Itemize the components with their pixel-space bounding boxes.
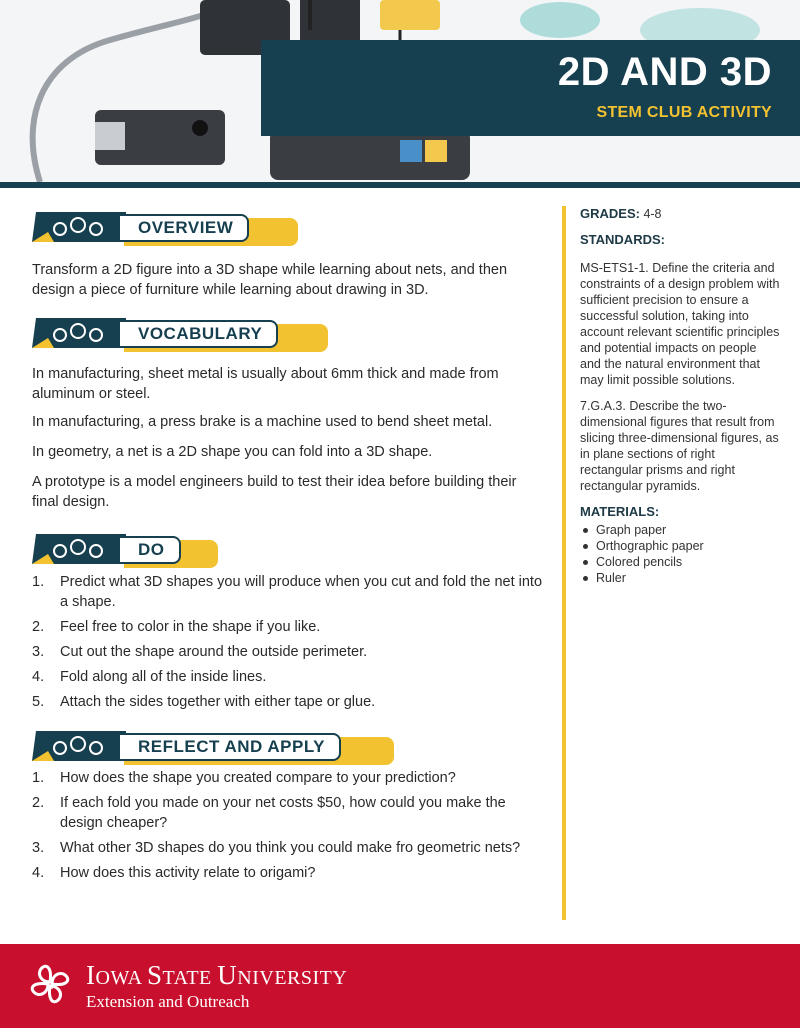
standard-ms-ets1-1: MS-ETS1-1. Define the criteria and constraints of a design problem with sufficient precision to ensure a successful solution, taking into account relevant scientific principles and potential impacts on people and the natural environment that may limit possible solutions. xyxy=(580,261,780,387)
svg-text:H: H xyxy=(46,981,54,991)
list-item: 1. Predict what 3D shapes you will produce when you cut and fold the net into a shape. xyxy=(32,574,543,610)
reflect-heading xyxy=(32,731,352,765)
vocab-item-4: A prototype is a model engineers build to test their idea before building their final design. xyxy=(32,474,517,510)
overview-text: Transform a 2D figure into a 3D shape while learning about nets, and then design a piece of furniture while learning about drawing in 3D. xyxy=(32,262,508,298)
list-item: Orthographic paper xyxy=(580,538,780,554)
list-item: 5. Attach the sides together with either tape or glue. xyxy=(32,694,376,710)
vocabulary-heading xyxy=(32,318,352,352)
do-heading-label: DO xyxy=(120,536,181,564)
list-item: 3. What other 3D shapes do you think you could make fro geometric nets? xyxy=(32,840,521,856)
vocab-item-2: In manufacturing, a press brake is a machine used to bend sheet metal. xyxy=(32,414,493,430)
university-name: IOWA STATE UNIVERSITY xyxy=(86,960,348,990)
gears-icon xyxy=(32,731,126,761)
list-item: Colored pencils xyxy=(580,554,780,570)
reflect-heading-label: REFLECT AND APPLY xyxy=(120,733,341,761)
reflect-steps-list xyxy=(32,768,542,888)
overview-heading-label: OVERVIEW xyxy=(120,214,249,242)
list-item: Ruler xyxy=(580,570,780,586)
grades: GRADES: 4-8 xyxy=(580,206,662,221)
title-band xyxy=(261,40,800,136)
vocabulary-heading-label: VOCABULARY xyxy=(120,320,278,348)
extension-outreach: Extension and Outreach xyxy=(86,992,250,1011)
materials-label: MATERIALS: xyxy=(580,504,660,519)
materials-list xyxy=(580,522,780,586)
list-item: 2. If each fold you made on your net costs $50, how could you make the design cheaper? xyxy=(32,795,506,831)
overview-heading xyxy=(32,212,352,246)
vocab-item-3: In geometry, a net is a 2D shape you can fold into a 3D shape. xyxy=(32,444,433,460)
4h-clover-icon xyxy=(26,960,74,1008)
header-photo xyxy=(0,0,800,186)
sidebar xyxy=(580,206,780,586)
list-item: Graph paper xyxy=(580,522,780,538)
list-item: 2. Feel free to color in the shape if you like. xyxy=(32,619,321,635)
page-subtitle: STEM CLUB ACTIVITY xyxy=(596,104,772,121)
do-steps-list xyxy=(32,572,542,717)
sidebar-divider xyxy=(562,206,566,920)
standards-label: STANDARDS: xyxy=(580,232,665,247)
page-title: 2D AND 3D xyxy=(557,50,772,94)
grades-value: 4-8 xyxy=(643,207,662,221)
gears-icon xyxy=(32,212,126,242)
do-heading xyxy=(32,534,352,568)
vocab-item-1: In manufacturing, sheet metal is usually about 6mm thick and made from aluminum or steel. xyxy=(32,366,499,402)
standard-7-ga-3: 7.G.A.3. Describe the two-dimensional figures that result from slicing three-dimensional figures, as in plane sections of right rectangular prisms and right rectangular pyramids. xyxy=(580,399,779,493)
list-item: 1. How does the shape you created compare to your prediction? xyxy=(32,770,456,786)
list-item: 4. Fold along all of the inside lines. xyxy=(32,669,267,685)
footer xyxy=(0,944,800,1028)
gears-icon xyxy=(32,534,126,564)
list-item: 3. Cut out the shape around the outside perimeter. xyxy=(32,644,368,660)
gears-icon xyxy=(32,318,126,348)
header-divider xyxy=(0,182,800,188)
list-item: 4. How does this activity relate to origami? xyxy=(32,865,316,881)
